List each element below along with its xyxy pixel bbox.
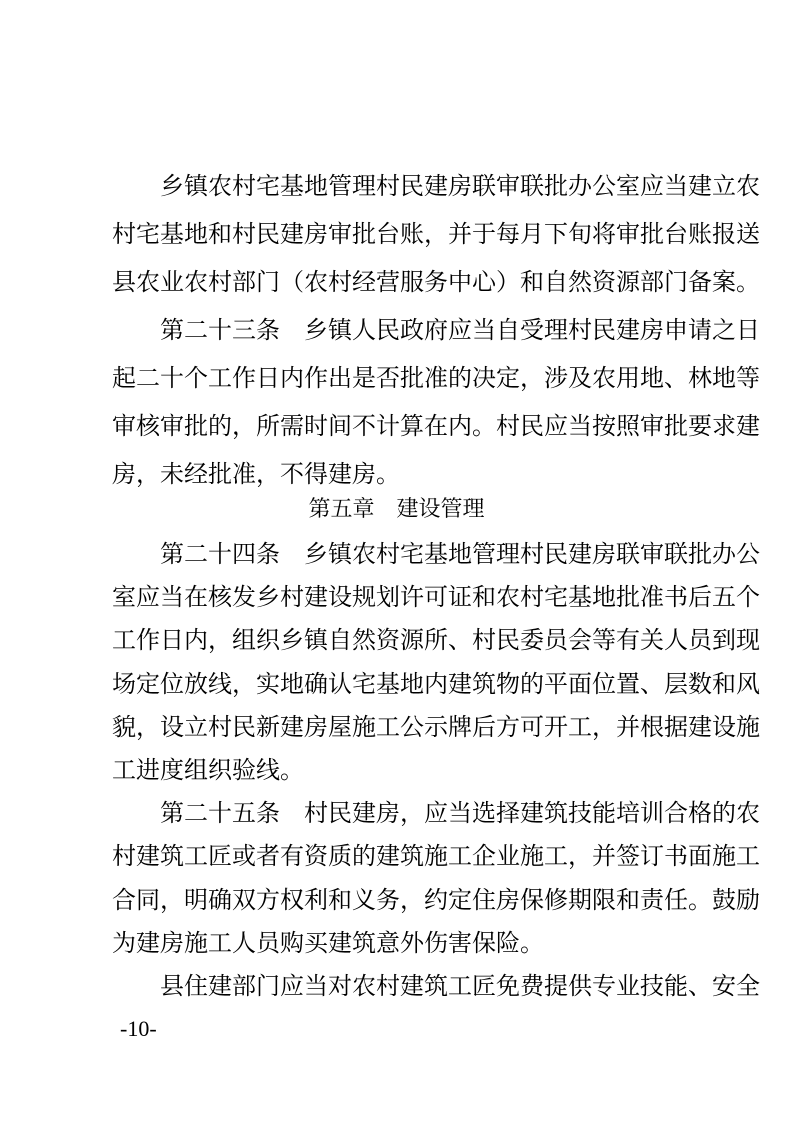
text-line: 第二十五条 村民建房，应当选择建筑技能培训合格的农 xyxy=(160,799,760,827)
text-line: 房，未经批准，不得建房。 xyxy=(112,460,400,488)
text-line: 审核审批的，所需时间不计算在内。村民应当按照审批要求建 xyxy=(112,412,760,440)
page-number: -10- xyxy=(120,1016,157,1041)
text-line: 工进度组织验线。 xyxy=(112,756,304,784)
text-line: 合同，明确双方权利和义务，约定住房保修期限和责任。鼓励 xyxy=(112,886,760,914)
text-line: 县住建部门应当对农村建筑工匠免费提供专业技能、安全 xyxy=(160,972,760,1000)
text-line: 第二十三条 乡镇人民政府应当自受理村民建房申请之日 xyxy=(160,316,760,344)
text-line: 村建筑工匠或者有资质的建筑施工企业施工，并签订书面施工 xyxy=(112,842,760,870)
text-line: 起二十个工作日内作出是否批准的决定，涉及农用地、林地等 xyxy=(112,364,760,392)
text-line: 场定位放线，实地确认宅基地内建筑物的平面位置、层数和风 xyxy=(112,670,760,698)
text-line: 工作日内，组织乡镇自然资源所、村民委员会等有关人员到现 xyxy=(112,626,760,654)
text-line: 乡镇农村宅基地管理村民建房联审联批办公室应当建立农 xyxy=(160,172,760,200)
text-line: 县农业农村部门（农村经营服务中心）和自然资源部门备案。 xyxy=(112,268,760,296)
chapter-heading: 第五章 建设管理 xyxy=(308,497,485,522)
text-line: 村宅基地和村民建房审批台账，并于每月下旬将审批台账报送 xyxy=(112,220,760,248)
text-line: 第二十四条 乡镇农村宅基地管理村民建房联审联批办公 xyxy=(160,540,760,568)
text-line: 为建房施工人员购买建筑意外伤害保险。 xyxy=(112,929,544,957)
text-line: 室应当在核发乡村建设规划许可证和农村宅基地批准书后五个 xyxy=(112,583,760,611)
text-line: 貌，设立村民新建房屋施工公示牌后方可开工，并根据建设施 xyxy=(112,713,760,741)
